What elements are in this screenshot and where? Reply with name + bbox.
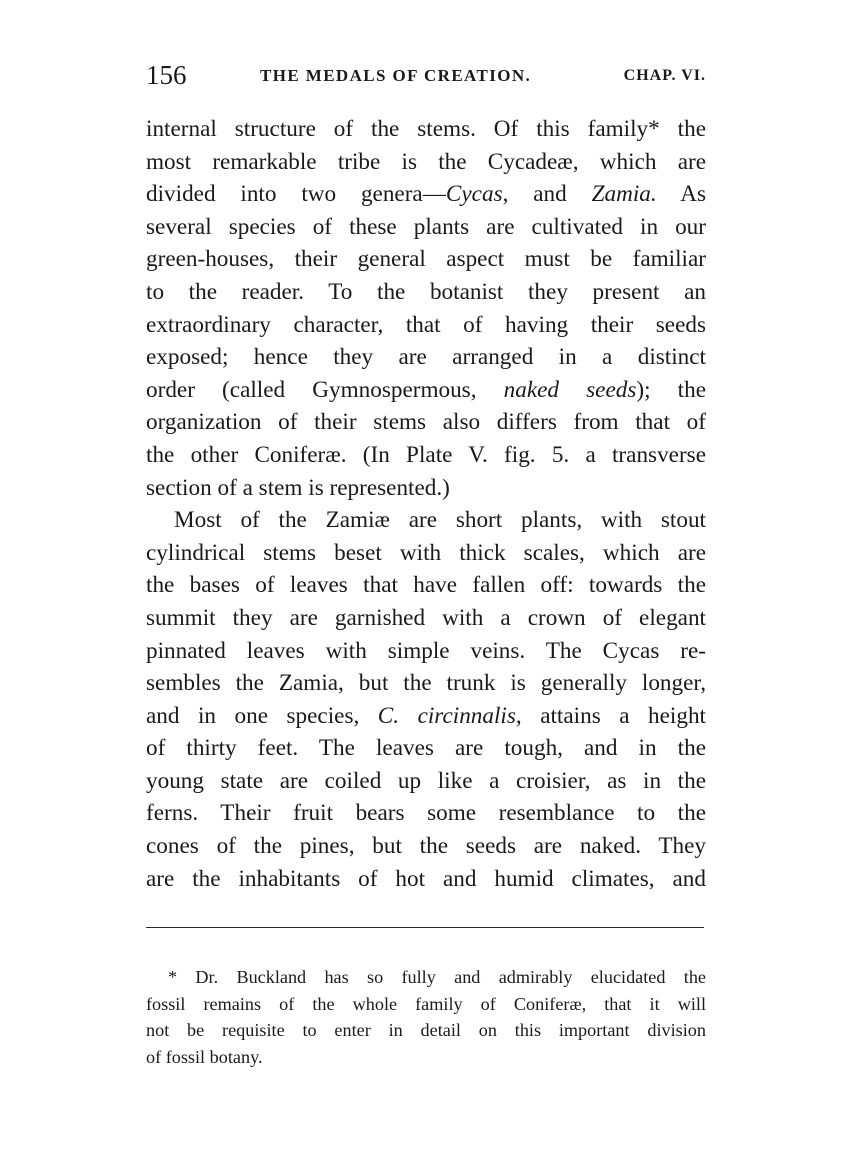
- text-line: cones of the pines, but the seeds are naked. They: [146, 833, 706, 860]
- page-header: [146, 58, 706, 96]
- text-line: extraordinary character, that of having their seeds: [146, 311, 706, 338]
- text-line: several species of these plants are cultivated in our: [146, 213, 706, 240]
- text-line: ferns. Their fruit bears some resemblance to the: [146, 800, 706, 827]
- text-line: to the reader. To the botanist they present an: [146, 278, 706, 305]
- text-line: internal structure of the stems. Of this family* the: [146, 116, 706, 142]
- text-line: the bases of leaves that have fallen off: towards the: [146, 572, 706, 599]
- text-line: organization of their stems also differs from that of: [146, 409, 706, 436]
- text-line: section of a stem is represented.): [146, 474, 450, 501]
- footnote-line: not be requisite to enter in detail on this important division: [146, 1020, 706, 1041]
- running-title: THE MEDALS OF CREATION.: [260, 66, 532, 85]
- text-line: the other Coniferæ. (In Plate V. fig. 5. a transverse: [146, 441, 706, 468]
- text-line: order (called Gymnospermous, naked seeds); the: [146, 376, 706, 403]
- chapter-label: CHAP. VI.: [623, 67, 706, 84]
- text-line: cylindrical stems beset with thick scales, which are: [146, 539, 706, 566]
- text-line: of thirty feet. The leaves are tough, and in the: [146, 735, 706, 762]
- page-number: 156: [146, 60, 187, 90]
- text-line: are the inhabitants of hot and humid climates, and: [146, 865, 706, 892]
- text-line: most remarkable tribe is the Cycadeæ, which are: [146, 148, 706, 175]
- paragraph: [146, 504, 706, 895]
- footnote-line: * Dr. Buckland has so fully and admirably elucidated the: [168, 967, 706, 988]
- text-line: pinnated leaves with simple veins. The Cycas re-: [146, 637, 706, 664]
- paragraph: [146, 113, 706, 504]
- book-page: [146, 58, 706, 1070]
- text-line: sembles the Zamia, but the trunk is generally longer,: [146, 670, 706, 697]
- text-line: and in one species, C. circinnalis, attains a height: [146, 702, 706, 729]
- body-text: [146, 113, 706, 895]
- text-line: divided into two genera—Cycas, and Zamia. As: [146, 181, 706, 208]
- text-line: exposed; hence they are arranged in a distinct: [146, 344, 706, 371]
- text-line: green-houses, their general aspect must be familiar: [146, 246, 706, 273]
- footnote: [146, 964, 706, 1070]
- footnote-divider: [146, 927, 704, 928]
- text-line: Most of the Zamiæ are short plants, with stout: [174, 507, 706, 534]
- text-line: summit they are garnished with a crown of elegant: [146, 604, 706, 631]
- footnote-line: fossil remains of the whole family of Coniferæ, that it will: [146, 993, 706, 1014]
- footnote-line: of fossil botany.: [146, 1046, 263, 1067]
- text-line: young state are coiled up like a croisier, as in the: [146, 767, 706, 794]
